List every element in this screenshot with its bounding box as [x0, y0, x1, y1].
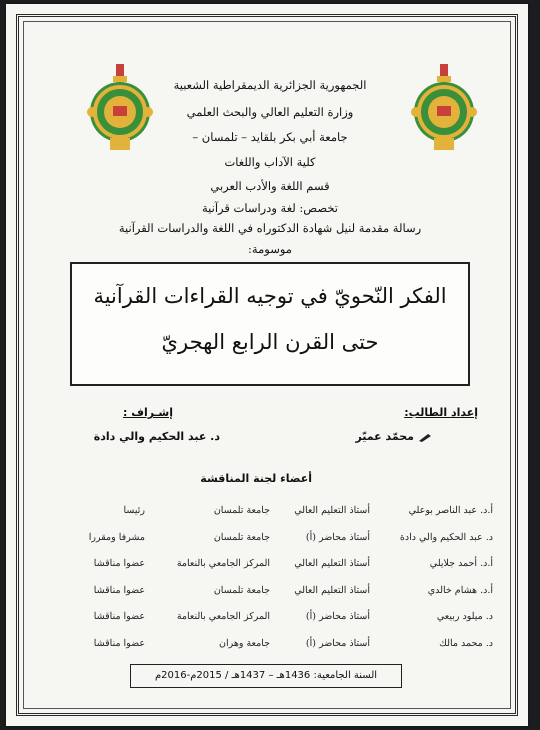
header-titled: موسومة: [248, 242, 292, 256]
member-rank: أستاذ محاضر (أ) [305, 637, 370, 649]
member-name: أ.د. هشام خالدي [427, 584, 493, 596]
member-role: عضوا مناقشا [93, 611, 145, 622]
member-name: أ.د. أحمد جلايلي [429, 558, 493, 569]
member-role: عضوا مناقشا [93, 637, 145, 649]
committee-row [0, 611, 540, 638]
member-rank: أستاذ محاضر (أ) [305, 611, 370, 622]
student-label: إعداد الطالب: [404, 406, 478, 419]
member-name: د. محمد مالك [439, 637, 493, 649]
member-institution: المركز الجامعي بالنعامة [176, 611, 270, 622]
member-role: عضوا مناقشا [93, 584, 145, 596]
member-rank: أستاذ التعليم العالي [294, 558, 370, 569]
committee-row [0, 585, 540, 612]
committee-row [0, 638, 540, 665]
member-role: عضوا مناقشا [93, 558, 145, 569]
member-institution: جامعة تلمسان [213, 531, 270, 543]
member-institution: جامعة تلمسان [213, 505, 270, 516]
student-name: محمّد عميّر [355, 430, 414, 443]
member-rank: أستاذ التعليم العالي [294, 584, 370, 596]
committee-table [0, 505, 540, 664]
member-institution: جامعة وهران [218, 637, 270, 649]
supervisor-label: إشـراف : [123, 406, 173, 419]
member-name: أ.د. عبد الناصر بوعلي [408, 505, 493, 516]
committee-row [0, 505, 540, 532]
pen-icon [418, 432, 432, 442]
thesis-title-line2: حتى القرن الرابع الهجريّ [161, 330, 379, 354]
header-republic: الجمهورية الجزائرية الديمقراطية الشعبية [173, 78, 367, 92]
committee-heading: أعضاء لجنة المناقشة [200, 472, 312, 485]
member-rank: أستاذ التعليم العالي [294, 505, 370, 516]
member-role: رئيسا [123, 505, 145, 516]
committee-row [0, 532, 540, 559]
member-name: د. ميلود ربيعي [436, 611, 493, 622]
header-faculty: كلية الآداب واللغات [224, 155, 316, 169]
supervisor-name: د. عبد الحكيم والي دادة [93, 430, 220, 443]
member-rank: أستاذ محاضر (أ) [305, 531, 370, 543]
header-university: جامعة أبي بكر بلقايد – تلمسان – [192, 130, 348, 144]
thesis-title-line1: الفكر النّحويّ في توجيه القراءات القرآنية [93, 284, 447, 308]
header-thesis: رسالة مقدمة لنيل شهادة الدكتوراه في اللغة والدراسات القرآنية [118, 221, 422, 235]
thesis-title-box [70, 262, 470, 386]
member-institution: جامعة تلمسان [213, 584, 270, 596]
member-role: مشرفا ومقررا [88, 531, 145, 543]
committee-row [0, 558, 540, 585]
header-ministry: وزارة التعليم العالي والبحث العلمي [186, 105, 354, 119]
header-department: قسم اللغة والأدب العربي [210, 179, 330, 193]
member-name: د. عبد الحكيم والي دادة [399, 531, 493, 543]
member-institution: المركز الجامعي بالنعامة [176, 558, 270, 569]
header-specialty: تخصص: لغة ودراسات قرآنية [201, 201, 338, 215]
academic-year-box: السنة الجامعية: 1436هـ – 1437هـ / 2015م-2016م [130, 664, 402, 688]
